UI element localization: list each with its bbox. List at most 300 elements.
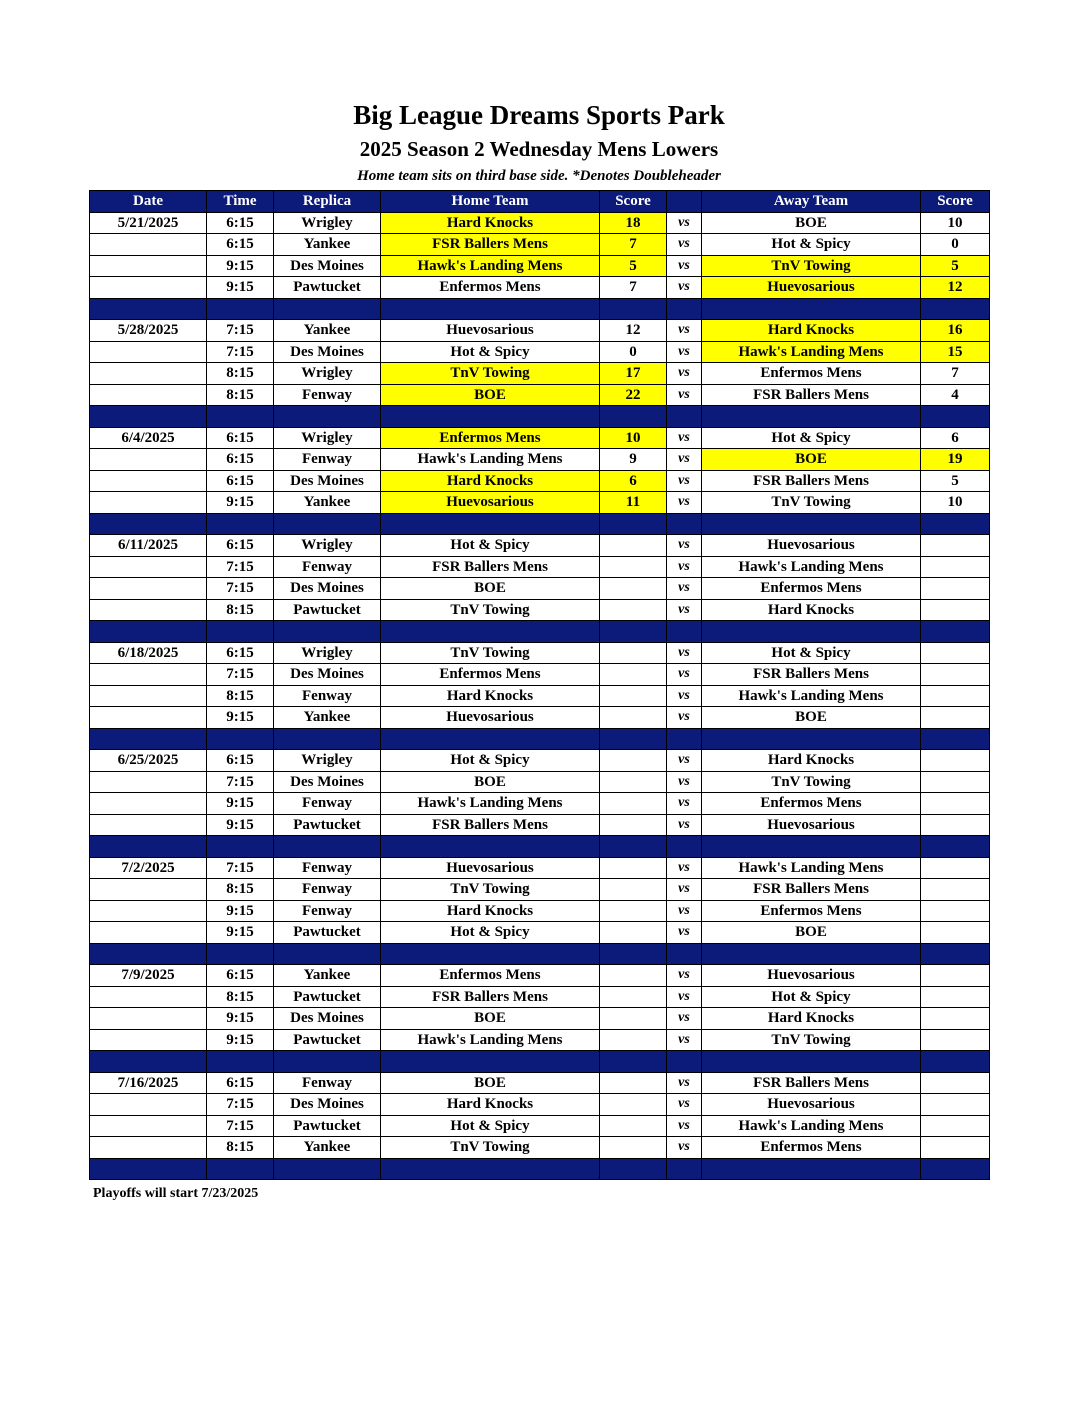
- separator-cell: [90, 728, 207, 750]
- replica-cell: Yankee: [274, 234, 381, 256]
- home-team-cell: Enfermos Mens: [381, 664, 600, 686]
- date-cell: [90, 1094, 207, 1116]
- table-row: [90, 707, 990, 729]
- away-team-cell: FSR Ballers Mens: [702, 384, 921, 406]
- time-cell: 7:15: [207, 578, 274, 600]
- home-team-cell: TnV Towing: [381, 1137, 600, 1159]
- replica-cell: Fenway: [274, 449, 381, 471]
- header-home-team: Home Team: [381, 191, 600, 213]
- home-score-cell: 22: [600, 384, 667, 406]
- table-row: [90, 642, 990, 664]
- replica-cell: Des Moines: [274, 1008, 381, 1030]
- replica-cell: Wrigley: [274, 535, 381, 557]
- date-cell: [90, 470, 207, 492]
- home-score-cell: 12: [600, 320, 667, 342]
- away-score-cell: [921, 599, 990, 621]
- date-cell: [90, 707, 207, 729]
- away-team-cell: FSR Ballers Mens: [702, 1072, 921, 1094]
- home-score-cell: [600, 556, 667, 578]
- time-cell: 8:15: [207, 685, 274, 707]
- week-separator-row: [90, 728, 990, 750]
- away-team-cell: Huevosarious: [702, 814, 921, 836]
- home-team-cell: Hard Knocks: [381, 1094, 600, 1116]
- time-cell: 7:15: [207, 1115, 274, 1137]
- table-row: [90, 363, 990, 385]
- vs-cell: vs: [667, 1029, 702, 1051]
- away-team-cell: TnV Towing: [702, 1029, 921, 1051]
- away-team-cell: Hawk's Landing Mens: [702, 1115, 921, 1137]
- home-score-cell: [600, 685, 667, 707]
- date-cell: 7/2/2025: [90, 857, 207, 879]
- away-score-cell: 10: [921, 212, 990, 234]
- table-row: [90, 814, 990, 836]
- away-team-cell: Huevosarious: [702, 1094, 921, 1116]
- home-score-cell: [600, 1137, 667, 1159]
- separator-cell: [90, 621, 207, 643]
- away-team-cell: Hard Knocks: [702, 599, 921, 621]
- home-score-cell: [600, 900, 667, 922]
- away-score-cell: [921, 986, 990, 1008]
- home-team-cell: TnV Towing: [381, 363, 600, 385]
- date-cell: [90, 900, 207, 922]
- date-cell: [90, 685, 207, 707]
- away-score-cell: 6: [921, 427, 990, 449]
- date-cell: [90, 664, 207, 686]
- home-score-cell: [600, 986, 667, 1008]
- replica-cell: Yankee: [274, 1137, 381, 1159]
- away-score-cell: [921, 793, 990, 815]
- vs-cell: vs: [667, 922, 702, 944]
- table-row: [90, 212, 990, 234]
- vs-cell: vs: [667, 793, 702, 815]
- separator-cell: [207, 836, 274, 858]
- home-score-cell: 10: [600, 427, 667, 449]
- time-cell: 6:15: [207, 750, 274, 772]
- home-score-cell: [600, 1072, 667, 1094]
- time-cell: 9:15: [207, 492, 274, 514]
- week-separator-row: [90, 513, 990, 535]
- separator-cell: [667, 836, 702, 858]
- separator-cell: [921, 943, 990, 965]
- separator-cell: [921, 836, 990, 858]
- time-cell: 6:15: [207, 642, 274, 664]
- time-cell: 9:15: [207, 900, 274, 922]
- date-cell: [90, 363, 207, 385]
- date-cell: 7/16/2025: [90, 1072, 207, 1094]
- table-row: [90, 664, 990, 686]
- vs-cell: vs: [667, 556, 702, 578]
- vs-cell: vs: [667, 986, 702, 1008]
- table-row: [90, 492, 990, 514]
- separator-cell: [667, 513, 702, 535]
- playoffs-note: Playoffs will start 7/23/2025: [93, 1186, 259, 1201]
- away-score-cell: 16: [921, 320, 990, 342]
- replica-cell: Fenway: [274, 857, 381, 879]
- vs-cell: vs: [667, 965, 702, 987]
- date-cell: [90, 384, 207, 406]
- away-score-cell: [921, 814, 990, 836]
- replica-cell: Yankee: [274, 492, 381, 514]
- vs-cell: vs: [667, 341, 702, 363]
- away-score-cell: 19: [921, 449, 990, 471]
- header-home-score: Score: [600, 191, 667, 213]
- date-cell: [90, 793, 207, 815]
- time-cell: 9:15: [207, 1029, 274, 1051]
- away-score-cell: [921, 642, 990, 664]
- header-replica: Replica: [274, 191, 381, 213]
- vs-cell: vs: [667, 599, 702, 621]
- away-team-cell: FSR Ballers Mens: [702, 664, 921, 686]
- separator-cell: [667, 406, 702, 428]
- vs-cell: vs: [667, 1094, 702, 1116]
- replica-cell: Pawtucket: [274, 277, 381, 299]
- separator-cell: [90, 836, 207, 858]
- away-score-cell: [921, 1008, 990, 1030]
- away-score-cell: [921, 857, 990, 879]
- table-row: [90, 277, 990, 299]
- table-row: [90, 685, 990, 707]
- separator-cell: [702, 728, 921, 750]
- date-cell: [90, 1137, 207, 1159]
- vs-cell: vs: [667, 449, 702, 471]
- away-team-cell: TnV Towing: [702, 771, 921, 793]
- vs-cell: vs: [667, 470, 702, 492]
- away-score-cell: [921, 750, 990, 772]
- away-score-cell: 4: [921, 384, 990, 406]
- week-separator-row: [90, 621, 990, 643]
- home-team-cell: Hard Knocks: [381, 212, 600, 234]
- away-team-cell: Huevosarious: [702, 277, 921, 299]
- date-cell: [90, 1008, 207, 1030]
- separator-cell: [702, 513, 921, 535]
- home-team-cell: FSR Ballers Mens: [381, 556, 600, 578]
- away-team-cell: Hot & Spicy: [702, 642, 921, 664]
- vs-cell: vs: [667, 234, 702, 256]
- date-cell: [90, 449, 207, 471]
- away-team-cell: Hot & Spicy: [702, 427, 921, 449]
- vs-cell: vs: [667, 384, 702, 406]
- vs-cell: vs: [667, 814, 702, 836]
- away-team-cell: Hawk's Landing Mens: [702, 857, 921, 879]
- separator-cell: [274, 621, 381, 643]
- date-cell: [90, 879, 207, 901]
- away-score-cell: [921, 578, 990, 600]
- separator-cell: [702, 406, 921, 428]
- separator-cell: [381, 728, 600, 750]
- replica-cell: Wrigley: [274, 363, 381, 385]
- time-cell: 9:15: [207, 793, 274, 815]
- separator-cell: [274, 943, 381, 965]
- away-team-cell: FSR Ballers Mens: [702, 470, 921, 492]
- home-team-cell: Huevosarious: [381, 320, 600, 342]
- header-time: Time: [207, 191, 274, 213]
- vs-cell: vs: [667, 1072, 702, 1094]
- separator-cell: [381, 1051, 600, 1073]
- away-team-cell: Hard Knocks: [702, 750, 921, 772]
- away-score-cell: 0: [921, 234, 990, 256]
- date-cell: [90, 771, 207, 793]
- time-cell: 8:15: [207, 384, 274, 406]
- time-cell: 7:15: [207, 1094, 274, 1116]
- separator-cell: [381, 943, 600, 965]
- home-score-cell: [600, 750, 667, 772]
- time-cell: 7:15: [207, 664, 274, 686]
- away-score-cell: [921, 1072, 990, 1094]
- away-team-cell: Huevosarious: [702, 535, 921, 557]
- page-title: Big League Dreams Sports Park: [353, 100, 725, 130]
- away-team-cell: BOE: [702, 212, 921, 234]
- separator-cell: [207, 728, 274, 750]
- home-score-cell: 17: [600, 363, 667, 385]
- date-cell: [90, 599, 207, 621]
- week-separator-row: [90, 943, 990, 965]
- separator-cell: [90, 943, 207, 965]
- table-row: [90, 384, 990, 406]
- away-score-cell: [921, 664, 990, 686]
- home-score-cell: [600, 1094, 667, 1116]
- date-cell: [90, 492, 207, 514]
- date-cell: 6/25/2025: [90, 750, 207, 772]
- separator-cell: [921, 728, 990, 750]
- time-cell: 6:15: [207, 212, 274, 234]
- home-team-cell: TnV Towing: [381, 879, 600, 901]
- separator-cell: [207, 513, 274, 535]
- home-team-cell: BOE: [381, 771, 600, 793]
- table-row: [90, 986, 990, 1008]
- home-team-cell: Huevosarious: [381, 857, 600, 879]
- away-score-cell: [921, 900, 990, 922]
- replica-cell: Pawtucket: [274, 814, 381, 836]
- vs-cell: vs: [667, 642, 702, 664]
- away-score-cell: 12: [921, 277, 990, 299]
- vs-cell: vs: [667, 664, 702, 686]
- replica-cell: Yankee: [274, 965, 381, 987]
- separator-cell: [702, 1051, 921, 1073]
- header-away-score: Score: [921, 191, 990, 213]
- home-team-cell: Enfermos Mens: [381, 277, 600, 299]
- separator-cell: [207, 298, 274, 320]
- home-team-cell: Enfermos Mens: [381, 427, 600, 449]
- home-score-cell: [600, 578, 667, 600]
- home-team-cell: Hot & Spicy: [381, 1115, 600, 1137]
- time-cell: 9:15: [207, 922, 274, 944]
- home-score-cell: [600, 965, 667, 987]
- table-row: [90, 793, 990, 815]
- away-score-cell: [921, 922, 990, 944]
- vs-cell: vs: [667, 255, 702, 277]
- replica-cell: Fenway: [274, 900, 381, 922]
- week-separator-row: [90, 298, 990, 320]
- separator-cell: [600, 513, 667, 535]
- separator-cell: [207, 1158, 274, 1180]
- separator-cell: [207, 943, 274, 965]
- home-team-cell: BOE: [381, 384, 600, 406]
- time-cell: 6:15: [207, 965, 274, 987]
- date-cell: [90, 277, 207, 299]
- table-row: [90, 255, 990, 277]
- away-team-cell: Hot & Spicy: [702, 986, 921, 1008]
- separator-cell: [921, 1158, 990, 1180]
- away-score-cell: 5: [921, 470, 990, 492]
- schedule-note: Home team sits on third base side. *Denotes Doubleheader: [357, 168, 721, 184]
- replica-cell: Yankee: [274, 707, 381, 729]
- time-cell: 6:15: [207, 470, 274, 492]
- away-team-cell: Hot & Spicy: [702, 234, 921, 256]
- home-team-cell: Hard Knocks: [381, 470, 600, 492]
- date-cell: 6/18/2025: [90, 642, 207, 664]
- time-cell: 8:15: [207, 363, 274, 385]
- table-row: [90, 922, 990, 944]
- replica-cell: Des Moines: [274, 1094, 381, 1116]
- separator-cell: [90, 513, 207, 535]
- time-cell: 9:15: [207, 277, 274, 299]
- separator-cell: [667, 298, 702, 320]
- replica-cell: Wrigley: [274, 642, 381, 664]
- home-team-cell: BOE: [381, 1008, 600, 1030]
- away-score-cell: [921, 535, 990, 557]
- table-row: [90, 1072, 990, 1094]
- week-separator-row: [90, 1051, 990, 1073]
- table-row: [90, 341, 990, 363]
- date-cell: 6/4/2025: [90, 427, 207, 449]
- home-score-cell: [600, 599, 667, 621]
- vs-cell: vs: [667, 578, 702, 600]
- away-team-cell: BOE: [702, 449, 921, 471]
- vs-cell: vs: [667, 879, 702, 901]
- away-score-cell: [921, 1115, 990, 1137]
- separator-cell: [274, 728, 381, 750]
- replica-cell: Des Moines: [274, 771, 381, 793]
- separator-cell: [381, 1158, 600, 1180]
- replica-cell: Fenway: [274, 556, 381, 578]
- away-team-cell: BOE: [702, 922, 921, 944]
- home-score-cell: [600, 793, 667, 815]
- week-separator-row: [90, 1158, 990, 1180]
- home-team-cell: Hard Knocks: [381, 685, 600, 707]
- separator-cell: [207, 406, 274, 428]
- replica-cell: Des Moines: [274, 470, 381, 492]
- header-away-team: Away Team: [702, 191, 921, 213]
- table-row: [90, 470, 990, 492]
- replica-cell: Yankee: [274, 320, 381, 342]
- home-score-cell: [600, 707, 667, 729]
- time-cell: 7:15: [207, 556, 274, 578]
- page-subtitle: 2025 Season 2 Wednesday Mens Lowers: [359, 137, 719, 161]
- away-team-cell: FSR Ballers Mens: [702, 879, 921, 901]
- home-team-cell: BOE: [381, 578, 600, 600]
- time-cell: 9:15: [207, 1008, 274, 1030]
- home-score-cell: 18: [600, 212, 667, 234]
- date-cell: [90, 1115, 207, 1137]
- home-team-cell: Hawk's Landing Mens: [381, 255, 600, 277]
- time-cell: 7:15: [207, 771, 274, 793]
- replica-cell: Des Moines: [274, 255, 381, 277]
- replica-cell: Pawtucket: [274, 1029, 381, 1051]
- separator-cell: [274, 513, 381, 535]
- time-cell: 9:15: [207, 814, 274, 836]
- table-row: [90, 234, 990, 256]
- separator-cell: [702, 943, 921, 965]
- away-score-cell: [921, 707, 990, 729]
- home-score-cell: [600, 1029, 667, 1051]
- time-cell: 9:15: [207, 707, 274, 729]
- table-row: [90, 1029, 990, 1051]
- away-team-cell: Enfermos Mens: [702, 900, 921, 922]
- home-team-cell: Hard Knocks: [381, 900, 600, 922]
- home-score-cell: [600, 857, 667, 879]
- date-cell: [90, 578, 207, 600]
- separator-cell: [207, 1051, 274, 1073]
- vs-cell: vs: [667, 707, 702, 729]
- separator-cell: [207, 621, 274, 643]
- table-row: [90, 427, 990, 449]
- home-team-cell: Enfermos Mens: [381, 965, 600, 987]
- separator-cell: [702, 836, 921, 858]
- away-team-cell: Hard Knocks: [702, 1008, 921, 1030]
- separator-cell: [381, 621, 600, 643]
- date-cell: 5/21/2025: [90, 212, 207, 234]
- separator-cell: [702, 298, 921, 320]
- date-cell: 5/28/2025: [90, 320, 207, 342]
- separator-cell: [90, 1158, 207, 1180]
- home-team-cell: TnV Towing: [381, 599, 600, 621]
- table-row: [90, 578, 990, 600]
- away-score-cell: [921, 685, 990, 707]
- replica-cell: Wrigley: [274, 212, 381, 234]
- vs-cell: vs: [667, 492, 702, 514]
- date-cell: [90, 341, 207, 363]
- vs-cell: vs: [667, 212, 702, 234]
- vs-cell: vs: [667, 277, 702, 299]
- vs-cell: vs: [667, 1137, 702, 1159]
- separator-cell: [90, 1051, 207, 1073]
- home-team-cell: Hawk's Landing Mens: [381, 449, 600, 471]
- away-score-cell: 15: [921, 341, 990, 363]
- replica-cell: Pawtucket: [274, 599, 381, 621]
- away-team-cell: Huevosarious: [702, 965, 921, 987]
- away-score-cell: [921, 1029, 990, 1051]
- home-score-cell: [600, 1008, 667, 1030]
- week-separator-row: [90, 406, 990, 428]
- replica-cell: Wrigley: [274, 750, 381, 772]
- replica-cell: Pawtucket: [274, 922, 381, 944]
- header-date: Date: [90, 191, 207, 213]
- replica-cell: Pawtucket: [274, 1115, 381, 1137]
- away-score-cell: [921, 1137, 990, 1159]
- home-score-cell: 11: [600, 492, 667, 514]
- separator-cell: [600, 943, 667, 965]
- away-score-cell: [921, 556, 990, 578]
- table-row: [90, 556, 990, 578]
- home-score-cell: [600, 535, 667, 557]
- replica-cell: Des Moines: [274, 664, 381, 686]
- home-team-cell: Hot & Spicy: [381, 535, 600, 557]
- table-row: [90, 1137, 990, 1159]
- away-score-cell: 5: [921, 255, 990, 277]
- home-team-cell: FSR Ballers Mens: [381, 814, 600, 836]
- home-score-cell: [600, 771, 667, 793]
- home-score-cell: [600, 879, 667, 901]
- table-row: [90, 750, 990, 772]
- home-score-cell: 0: [600, 341, 667, 363]
- table-row: [90, 900, 990, 922]
- home-team-cell: Hawk's Landing Mens: [381, 793, 600, 815]
- time-cell: 7:15: [207, 320, 274, 342]
- time-cell: 8:15: [207, 599, 274, 621]
- date-cell: [90, 234, 207, 256]
- home-score-cell: [600, 1115, 667, 1137]
- away-team-cell: Enfermos Mens: [702, 578, 921, 600]
